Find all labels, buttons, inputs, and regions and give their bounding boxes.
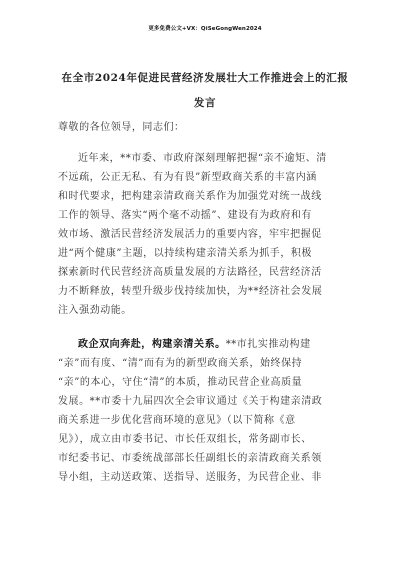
paragraph-1-line: 工作的领导、落实“两个毫不动摇”、建设有为政府和有 bbox=[58, 210, 312, 221]
paragraph-2-line: “亲”的本心，守住“清”的本质，推动民营企业高质量 bbox=[58, 377, 303, 388]
section-heading: 政企双向奔赴，构建亲清关系。 bbox=[78, 339, 226, 350]
paragraph-2-line: 商关系进一步优化营商环境的意见》（以下简称《意 bbox=[58, 415, 296, 426]
document-title-line-1: 在全市2024年促进民营经济发展壮大工作推进会上的汇报 bbox=[61, 72, 349, 84]
document-title-line-2: 发言 bbox=[193, 97, 217, 109]
paragraph-2-text: **市扎实推动构建 bbox=[225, 339, 311, 350]
paragraph-1-line: 不远疏，公正无私、有为有畏”新型政商关系的丰富内涵 bbox=[58, 172, 317, 183]
paragraph-2-line: “亲”而有度、“清”而有为的新型政商关系，始终保持 bbox=[58, 358, 303, 369]
paragraph-2-line: 市纪委书记、市委统战部部长任副组长的亲清政商关系领 bbox=[58, 453, 322, 464]
paragraph-2-line: 导小组，主动送政策、送指导、送服务，为民营企业、非 bbox=[58, 472, 322, 483]
paragraph-1-line: 力不断释放，转型升级步伐持续加快，为**经济社会发展 bbox=[58, 286, 323, 297]
paragraph-1-line: 注入强劲动能。 bbox=[58, 305, 132, 316]
salutation: 尊敬的各位领导，同志们： bbox=[58, 122, 185, 133]
paragraph-1-line: 探索新时代民营经济高质量发展的方法路径，民营经济活 bbox=[58, 267, 322, 278]
paragraph-2-line: 见》），成立由市委书记、市长任双组长，常务副市长、 bbox=[58, 434, 312, 445]
watermark-banner: 更多免费公文+VX：QiSeGongWen2024 bbox=[148, 26, 262, 32]
paragraph-2-first-line bbox=[78, 338, 352, 351]
paragraph-1-line: 和时代要求，把构建亲清政商关系作为加强党对统一战线 bbox=[58, 191, 322, 202]
paragraph-1-line: 效市场、激活民营经济发展活力的重要内容，牢牢把握促 bbox=[58, 229, 322, 240]
paragraph-1-line: 近年来，**市委、市政府深刻理解把握“亲不逾矩、清 bbox=[78, 153, 327, 164]
paragraph-2-line: 发展。**市委十九届四次全会审议通过《关于构建亲清政 bbox=[58, 396, 323, 407]
paragraph-1-line: 进“两个健康”主题，以持续构建亲清关系为抓手，积极 bbox=[58, 248, 312, 259]
